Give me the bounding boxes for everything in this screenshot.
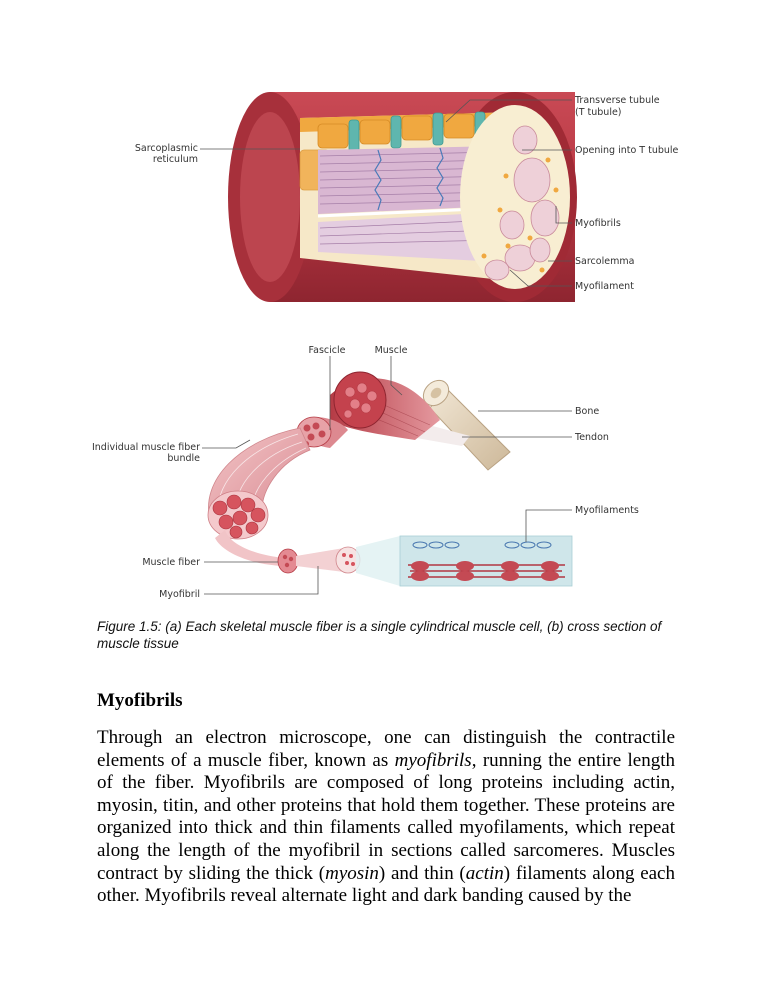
paragraph-text-3: ) and thin ( — [378, 862, 466, 884]
label-opening-t-tubule: Opening into T tubule — [575, 145, 679, 156]
label-transverse-tubule: Transverse tubule — [575, 95, 660, 106]
label-t-tubule: (T tubule) — [575, 107, 622, 118]
label-muscle-fiber: Muscle fiber — [142, 557, 200, 568]
label-myofibril: Myofibril — [159, 589, 200, 600]
label-sarcoplasmic: Sarcoplasmic — [134, 143, 198, 154]
label-reticulum: reticulum — [152, 154, 198, 165]
section-heading: Myofibrils — [97, 690, 183, 711]
label-bone: Bone — [575, 406, 600, 417]
label-fascicle: Fascicle — [308, 345, 346, 356]
label-myofibrils: Myofibrils — [575, 218, 621, 229]
label-bundle: bundle — [167, 453, 200, 464]
muscle-fiber-cylinder-illustration — [228, 92, 577, 302]
term-actin: actin — [465, 862, 504, 884]
figure-caption: Figure 1.5: (a) Each skeletal muscle fiber is a single cylindrical muscle cell, (b) cross section of muscle tissue — [97, 619, 662, 651]
term-myosin: myosin — [325, 862, 379, 884]
label-myofilaments: Myofilaments — [575, 505, 639, 516]
term-myofibrils: myofibrils — [394, 749, 472, 771]
paragraph-text-2: , running the entire length of the fiber. Myofibrils are composed of long proteins including actin, myosin, titin, and other proteins that hold them together. These proteins are organized into thick and thin filaments called myofilaments, which repeat along the length of the myofibril in sections called sarcomeres. Muscles contract by sliding the thick ( — [97, 749, 676, 884]
label-myofilament: Myofilament — [575, 281, 634, 292]
paragraph-text-4: ) filaments along each other. Myofibrils reveal alternate light and dark banding caused by the — [97, 862, 675, 907]
label-tendon: Tendon — [575, 432, 609, 443]
label-muscle: Muscle — [374, 345, 408, 356]
body-paragraph — [97, 727, 675, 908]
label-individual-muscle-fiber: Individual muscle fiber — [91, 442, 200, 453]
muscle-tissue-illustration — [208, 372, 572, 586]
paragraph-text-1: Through an electron microscope, one can distinguish the contractile elements of a muscle fiber, known as — [97, 727, 675, 771]
label-sarcolemma: Sarcolemma — [575, 256, 635, 267]
